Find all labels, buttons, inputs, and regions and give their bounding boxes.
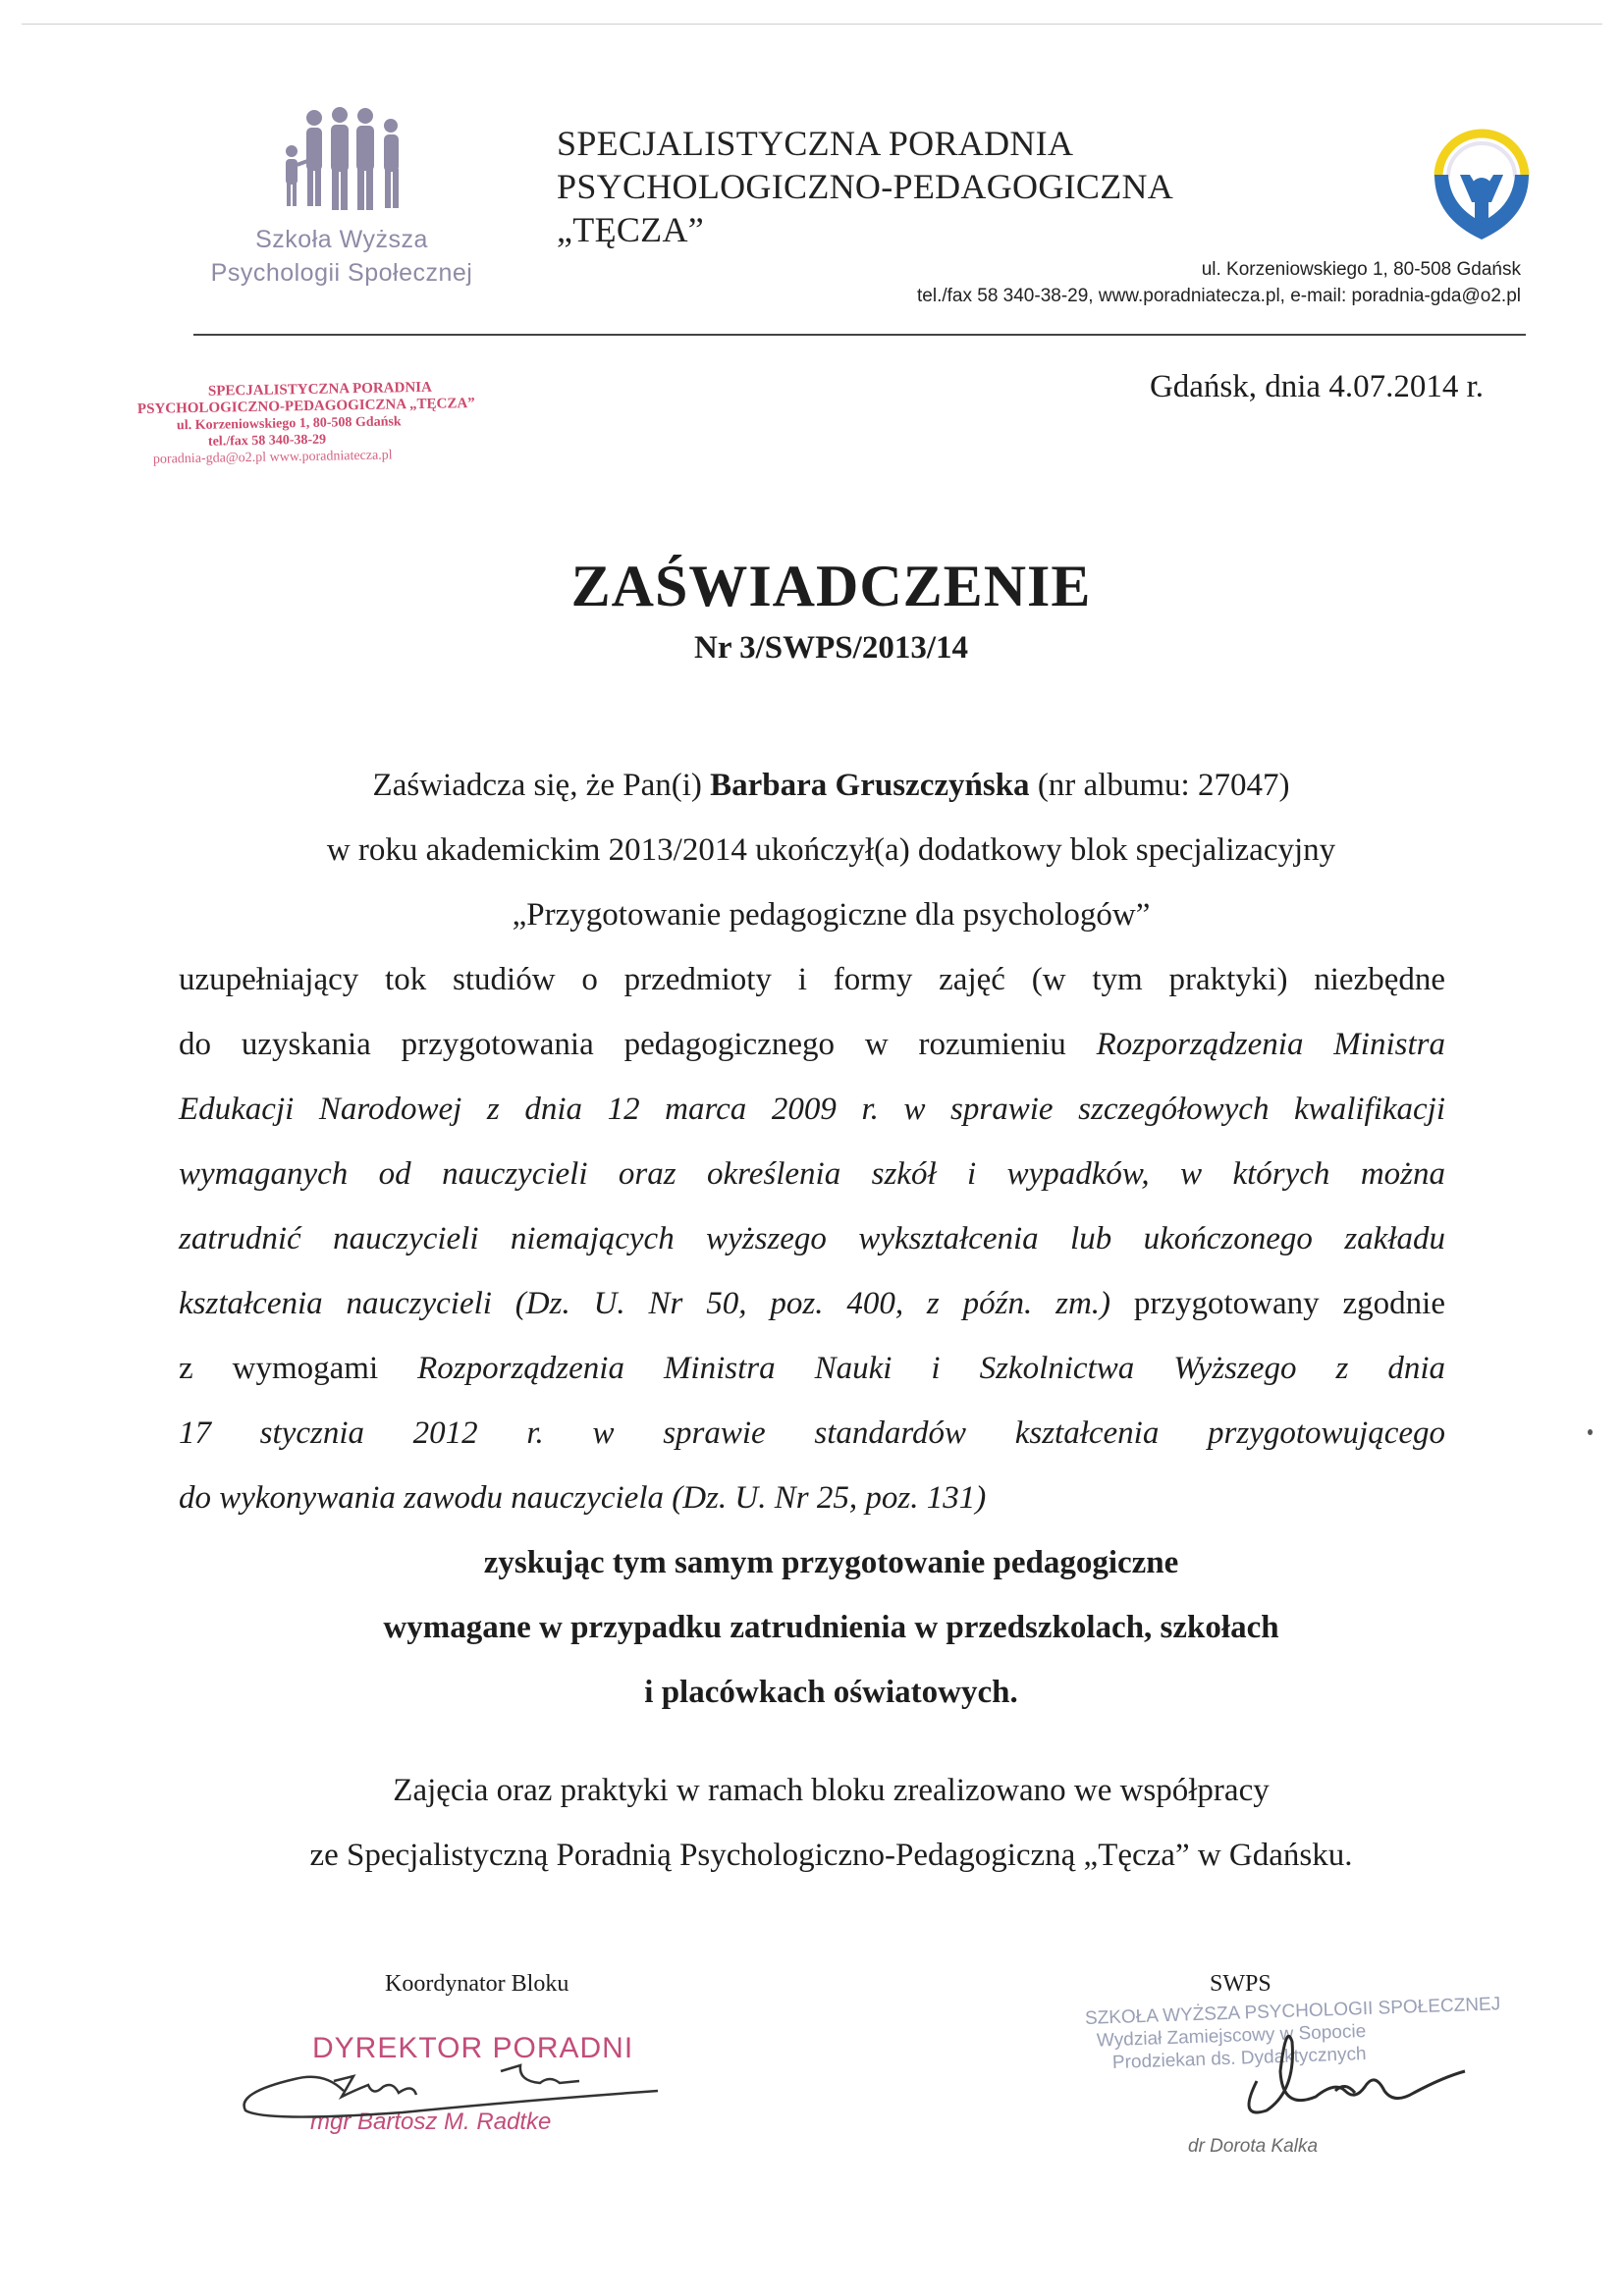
regulation-text: wymaganych od nauczycieli oraz określenia szkół i wypadków, w których można [179,1156,1445,1192]
swps-stamp-line-1: SZKOŁA WYŻSZA PSYCHOLOGII SPOŁECZNEJ [1084,1994,1501,2029]
rainbow-logo-icon [1429,116,1535,241]
cooperation-line-1: Zajęcia oraz praktyki w ramach bloku zrealizowano we współpracy [393,1773,1270,1808]
header-address: ul. Korzeniowskiego 1, 80-508 Gdańsk [1201,259,1521,280]
logo-text-line-2: Psychologii Społecznej [210,259,473,287]
regulation-text: Edukacji Narodowej z dnia 12 marca 2009 r. w sprawie szczegółowych kwalifikacji [179,1092,1445,1127]
stamp-line-5: poradnia-gda@o2.pl www.poradniatecza.pl [152,448,393,467]
header-rule [193,334,1526,336]
student-name: Barbara Gruszczyńska [710,768,1030,803]
body-line-12 [179,1480,986,1517]
body-line-8 [179,1221,1445,1257]
document-title: ZAŚWIADCZENIE [570,554,1092,618]
body-line-2: w roku akademickim 2013/2014 ukończył(a) dodatkowy blok specjalizacyjny [326,832,1336,868]
swps-stamp-line-2: Wydział Zamiejscowy w Sopocie [1096,2021,1367,2052]
body-text: przygotowany zgodnie [1110,1286,1445,1321]
swps-label: SWPS [1210,1971,1271,1997]
body-text: do uzyskania przygotowania pedagogicznego w rozumieniu [179,1027,1097,1062]
body-text: Zaświadcza się, że Pan(i) [372,768,711,803]
body-text: z wymogami [179,1351,418,1386]
stamp-line-1: SPECJALISTYCZNA PORADNIA [207,379,433,400]
body-line-10 [179,1351,1445,1387]
body-line-4: uzupełniający tok studiów o przedmioty i formy zajęć (w tym praktyki) niezbędne [179,962,1445,997]
header-contact: tel./fax 58 340-38-29, www.poradniatecza.pl, e-mail: poradnia-gda@o2.pl [917,286,1521,306]
swps-stamp-line-3: Prodziekan ds. Dydaktycznych [1111,2043,1367,2074]
body-line-6 [179,1092,1445,1128]
header-line-1: SPECJALISTYCZNA PORADNIA [557,124,1074,163]
regulation-text: 17 stycznia 2012 r. w sprawie standardów kształcenia przygotowującego [179,1415,1445,1451]
dean-name: dr Dorota Kalka [1188,2136,1319,2157]
body-line-11 [179,1415,1445,1452]
body-line-5 [179,1027,1445,1063]
body-line-7 [179,1156,1445,1193]
stamp-line-3: ul. Korzeniowskiego 1, 80-508 Gdańsk [176,414,402,434]
regulation-text: Rozporządzenia Ministra [1096,1027,1445,1062]
course-name: „Przygotowanie pedagogiczne dla psychologów” [512,897,1151,933]
body-line-1 [0,768,1623,804]
scan-speck [1588,1429,1593,1435]
regulation-text: zatrudnić nauczycieli niemających wyższego wykształcenia lub ukończonego zakładu [179,1221,1445,1256]
regulation-text: kształcenia nauczycieli (Dz. U. Nr 50, poz. 400, z późn. zm.) [179,1286,1111,1321]
regulation-text: Rozporządzenia Ministra Nauki i Szkolnictwa Wyższego z dnia [417,1351,1445,1386]
poradnia-stamp [136,379,511,468]
stamp-line-2: PSYCHOLOGICZNO-PEDAGOGICZNA „TĘCZA” [136,396,475,417]
document-date: Gdańsk, dnia 4.07.2014 r. [1149,369,1484,404]
cooperation-line-2: ze Specjalistyczną Poradnią Psychologiczno-Pedagogiczną „Tęcza” w Gdańsku. [309,1838,1353,1873]
document-number: Nr 3/SWPS/2013/14 [693,630,968,666]
coordinator-signature [206,2032,677,2140]
stamp-line-4: tel./fax 58 340-38-29 [207,432,327,450]
dean-signature [1198,2002,1492,2140]
bold-line-1: zyskując tym samym przygotowanie pedagogiczne [483,1545,1179,1580]
top-border-line [22,24,1602,25]
header-line-2: PSYCHOLOGICZNO-PEDAGOGICZNA [557,167,1174,206]
coordinator-label: Koordynator Bloku [385,1971,569,1997]
regulation-text: do wykonywania zawodu nauczyciela (Dz. U. Nr 25, poz. 131) [179,1480,987,1516]
director-stamp-title: DYREKTOR PORADNI [312,2032,634,2064]
logo-text-line-1: Szkoła Wyższa [255,226,428,253]
body-line-9 [179,1286,1445,1322]
header-line-3: „TĘCZA” [557,210,705,249]
body-text: (nr albumu: 27047) [1029,768,1290,803]
bold-line-3: i placówkach oświatowych. [644,1675,1018,1710]
director-stamp-name: mgr Bartosz M. Radtke [310,2109,552,2135]
family-logo-icon [275,106,412,214]
bold-line-2: wymagane w przypadku zatrudnienia w przedszkolach, szkołach [383,1610,1279,1645]
